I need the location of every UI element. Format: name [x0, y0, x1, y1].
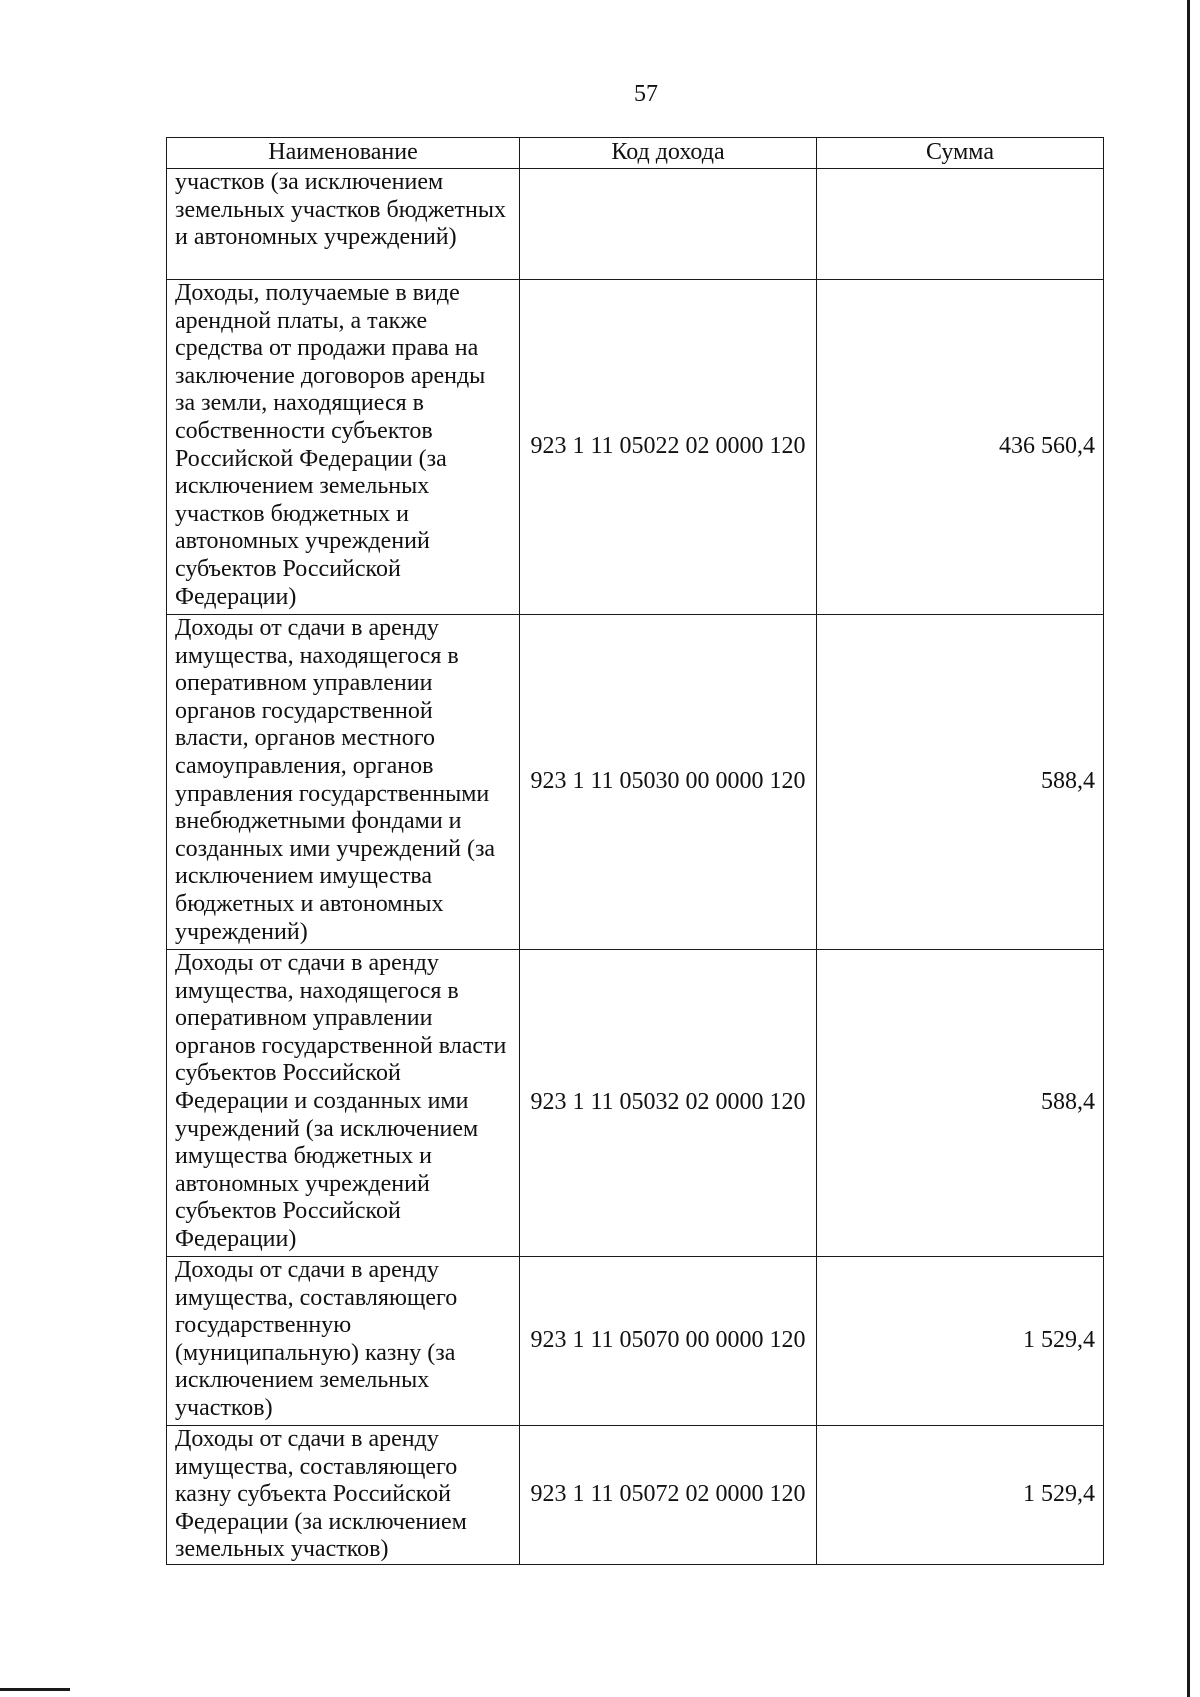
table-row [167, 1257, 1104, 1426]
row-sum: 1 529,4 [817, 1426, 1104, 1565]
table-header-row [167, 138, 1104, 169]
header-code: Код дохода [520, 138, 817, 169]
income-table [166, 137, 1104, 1565]
row-sum: 436 560,4 [817, 280, 1104, 615]
row-name: Доходы от сдачи в аренду имущества, составляющего государственную (муниципальную) казну (за исключением земельных участков) [167, 1257, 520, 1426]
row-sum: 588,4 [817, 950, 1104, 1257]
row-code: 923 1 11 05072 02 0000 120 [520, 1426, 817, 1565]
row-code: 923 1 11 05022 02 0000 120 [520, 280, 817, 615]
row-sum: 1 529,4 [817, 1257, 1104, 1426]
row-sum [817, 169, 1104, 280]
table-row [167, 1426, 1104, 1565]
table-row [167, 280, 1104, 615]
table-row [167, 950, 1104, 1257]
header-name: Наименование [167, 138, 520, 169]
row-code [520, 169, 817, 280]
page-number: 57 [634, 81, 658, 107]
row-name: Доходы от сдачи в аренду имущества, находящегося в оперативном управлении органов государственной власти субъектов Российской Федерации и созданных ими учреждений (за исключением имущества бюджетных и автономных учреждений субъектов Российской Федерации) [167, 950, 520, 1257]
row-name: Доходы от сдачи в аренду имущества, составляющего казну субъекта Российской Федерации (за исключением земельных участков) [167, 1426, 520, 1565]
row-sum: 588,4 [817, 615, 1104, 950]
table-row [167, 615, 1104, 950]
row-code: 923 1 11 05030 00 0000 120 [520, 615, 817, 950]
header-sum: Сумма [817, 138, 1104, 169]
row-name: Доходы, получаемые в виде арендной платы, а также средства от продажи права на заключение договоров аренды за земли, находящиеся в собственности субъектов Российской Федерации (за исключением земельных участков бюджетных и автономных учреждений субъектов Российской Федерации) [167, 280, 520, 615]
row-code: 923 1 11 05032 02 0000 120 [520, 950, 817, 1257]
row-name: Доходы от сдачи в аренду имущества, находящегося в оперативном управлении органов государственной власти, органов местного самоуправления, органов управления государственными внебюджетными фондами и созданных ими учреждений (за исключением имущества бюджетных и автономных учреждений) [167, 615, 520, 950]
scan-bottom-mark [0, 1688, 70, 1691]
scan-edge-line [1187, 0, 1190, 1697]
row-code: 923 1 11 05070 00 0000 120 [520, 1257, 817, 1426]
row-name: участков (за исключением земельных участков бюджетных и автономных учреждений) [167, 169, 520, 280]
table-row [167, 169, 1104, 280]
